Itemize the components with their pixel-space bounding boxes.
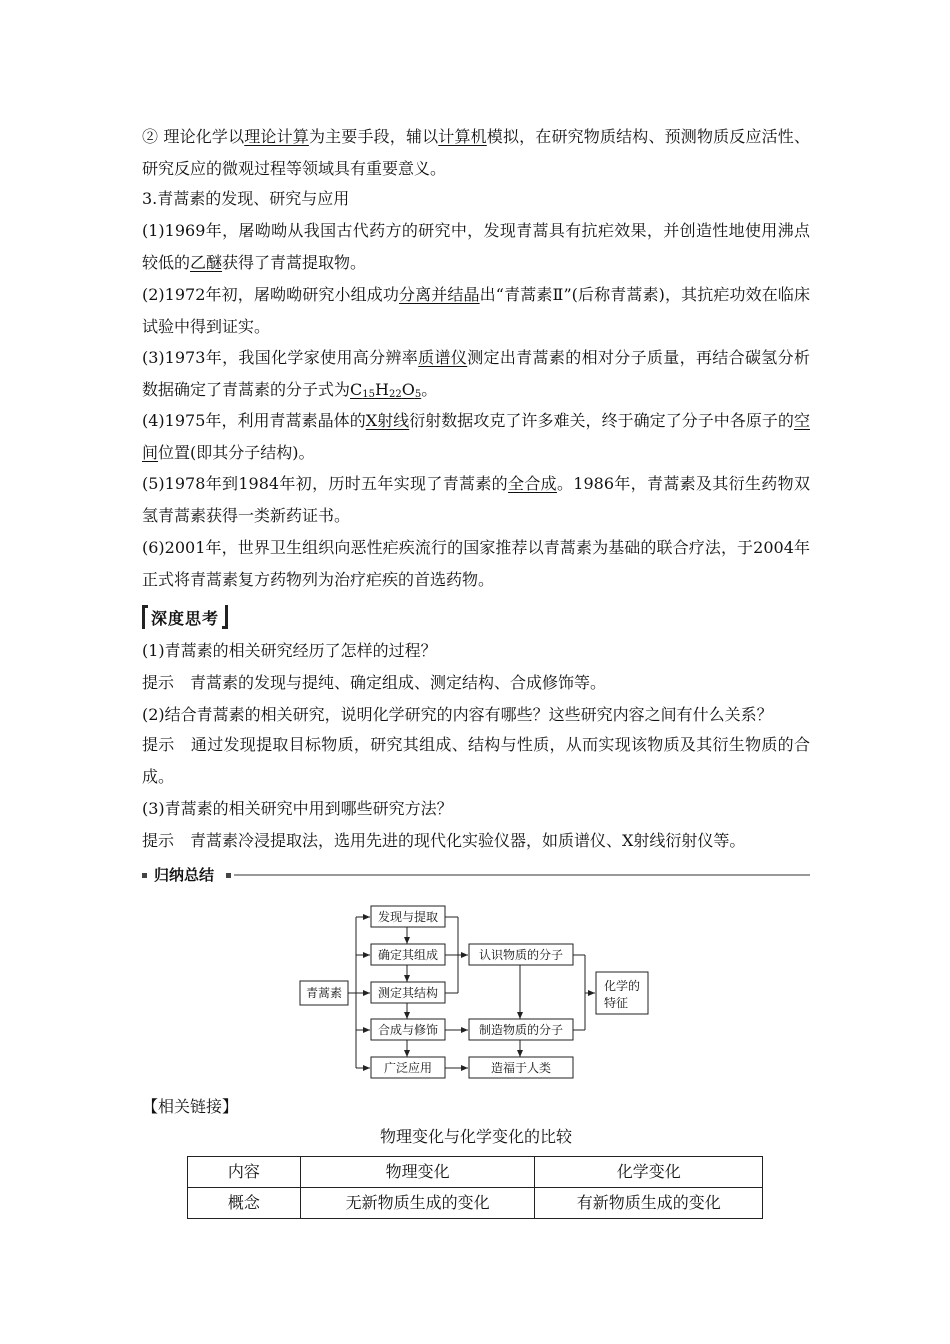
header-cell: 物理变化 (300, 1157, 535, 1188)
list-item: (1)1969年，屠呦呦从我国古代药方的研究中，发现青蒿具有抗疟效果，并创造性地使用沸点较低的乙醚获得了青蒿提取物。 (142, 221, 810, 272)
node-qinghaosu: 青蒿素 (305, 986, 343, 1000)
paragraph-theoretical-chemistry: ② 理论化学以理论计算为主要手段，辅以计算机模拟，在研究物质结构、预测物质反应活性、研究反应的微观过程等领域具有重要意义。 (142, 127, 810, 178)
underlined-term: 计算机 (438, 127, 487, 146)
underlined-term: 分离并结晶 (399, 285, 480, 304)
molecular-formula: $C_{15}H_{22}O_5$ (350, 379, 422, 400)
divider (234, 874, 810, 876)
table-header-row (188, 1157, 763, 1188)
answer: 提示 青蒿素冷浸提取法，选用先进的现代化实验仪器，如质谱仪、X射线衍射仪等。 (142, 831, 746, 850)
list-item: (5)1978年到1984年初，历时五年实现了青蒿素的全合成。1986年，青蒿素及其衍生药物双氢青蒿素获得一类新药证书。 (142, 474, 810, 525)
deep-thinking-heading: 深度思考 (142, 604, 228, 630)
header-cell: 化学变化 (535, 1157, 763, 1188)
bracket-right-icon (222, 605, 228, 629)
node-composition: 确定其组成 (377, 948, 439, 962)
question: (2)结合青蒿素的相关研究，说明化学研究的内容有哪些？这些研究内容之间有什么关系？ (142, 705, 773, 724)
underlined-term: 空间 (142, 411, 810, 462)
summary-heading: 归纳总结 (142, 865, 810, 885)
list-item: (6)2001年，世界卫生组织向恶性疟疾流行的国家推荐以青蒿素为基础的联合疗法，于2004年正式将青蒿素复方药物列为治疗疟疾的首选药物。 (142, 538, 810, 589)
node-know-molecule: 认识物质的分子 (478, 948, 564, 962)
node-structure: 测定其结构 (377, 986, 439, 1000)
underlined-term: 全合成 (508, 474, 557, 493)
square-bullet-icon (142, 873, 147, 878)
underlined-term: 理论计算 (244, 127, 309, 146)
list-item: (2)1972年初，屠呦呦研究小组成功分离并结晶出“青蒿素Ⅱ”(后称青蒿素)，其抗疟功效在临床试验中得到证实。 (142, 285, 810, 336)
table-row (188, 1188, 763, 1219)
section-title: 3.青蒿素的发现、研究与应用 (142, 189, 350, 208)
comparison-table (187, 1156, 763, 1219)
header-cell: 内容 (188, 1157, 301, 1188)
node-benefit: 造福于人类 (490, 1061, 552, 1075)
underlined-term: X射线 (365, 411, 410, 430)
node-discover: 发现与提取 (377, 910, 439, 924)
answer: 提示 通过发现提取目标物质，研究其组成、结构与性质，从而实现该物质及其衍生物质的合成。 (142, 735, 810, 786)
node-application: 广泛应用 (383, 1061, 433, 1075)
node-feature-line1: 化学的 (604, 979, 641, 993)
research-flow-diagram (290, 897, 690, 1087)
node-feature-line2: 特征 (604, 996, 629, 1010)
table-cell: 概念 (188, 1188, 301, 1219)
answer: 提示 青蒿素的发现与提纯、确定组成、测定结构、合成修饰等。 (142, 673, 607, 692)
list-item: (4)1975年，利用青蒿素晶体的X射线衍射数据攻克了许多难关，终于确定了分子中各原子的空间位置(即其分子结构)。 (142, 411, 810, 462)
underlined-term: 乙醚 (190, 252, 223, 272)
table-cell: 无新物质生成的变化 (300, 1188, 535, 1219)
node-synthesis: 合成与修饰 (377, 1023, 439, 1037)
question: (3)青蒿素的相关研究中用到哪些研究方法？ (142, 799, 453, 818)
table-cell: 有新物质生成的变化 (535, 1188, 763, 1219)
node-make-molecule: 制造物质的分子 (478, 1023, 564, 1037)
underlined-term: 质谱仪 (418, 348, 468, 367)
related-link-heading: 【相关链接】 (142, 1097, 239, 1116)
question: (1)青蒿素的相关研究经历了怎样的过程？ (142, 641, 437, 660)
list-item: (3)1973年，我国化学家使用高分辨率质谱仪测定出青蒿素的相对分子质量，再结合碳氢分析数据确定了青蒿素的分子式为$C_{15}H_{22}O_5$。 (142, 348, 810, 400)
table-title: 物理变化与化学变化的比较 (379, 1127, 572, 1146)
square-bullet-icon (226, 873, 231, 878)
